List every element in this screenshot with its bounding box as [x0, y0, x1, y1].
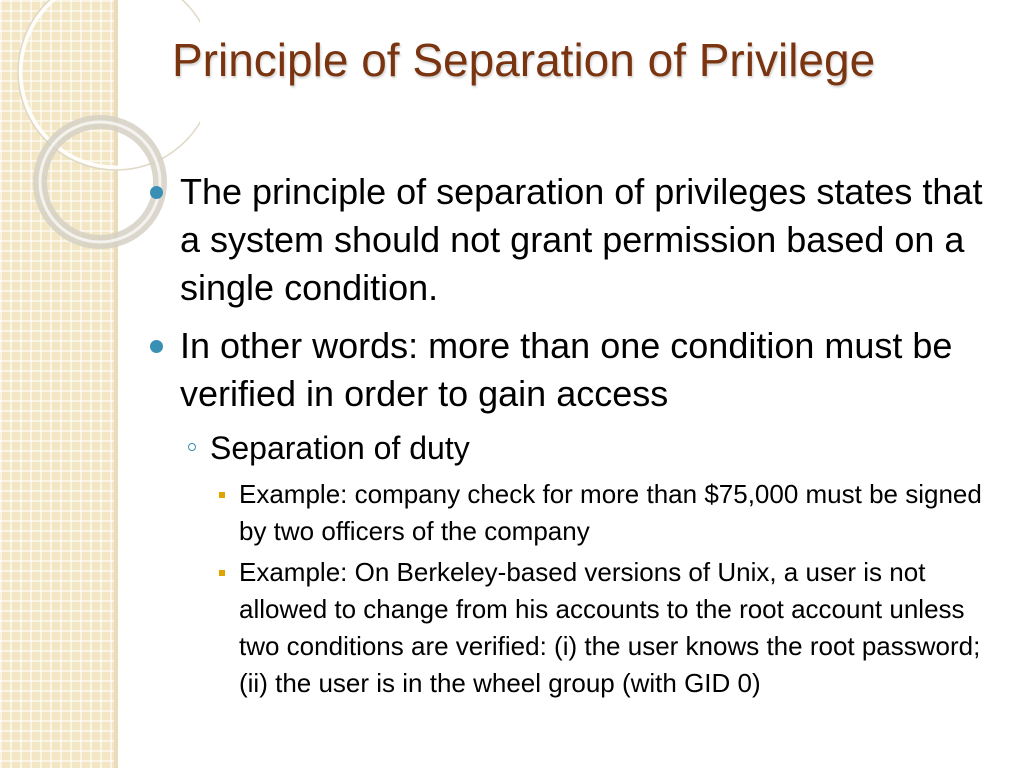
slide-title: Principle of Separation of Privilege — [172, 34, 876, 86]
hollow-circle-bullet-icon — [188, 443, 196, 451]
sub-bullet-text: Separation of duty — [210, 430, 470, 466]
example-text: Example: company check for more than $75,000 must be signed by two officers of the company — [239, 479, 982, 546]
example-item — [150, 554, 1000, 702]
square-bullet-icon — [219, 492, 225, 498]
example-text: Example: On Berkeley-based versions of Unix, a user is not allowed to change from his accounts to the root account unless two conditions are verified: (i) the user knows the root password; (ii) the user is in the wheel group (with GID 0) — [239, 557, 981, 698]
bullet-item — [150, 322, 1000, 418]
square-bullet-icon — [219, 570, 225, 576]
slide-body — [150, 168, 1000, 706]
sub-bullet-item — [150, 428, 1000, 468]
bullet-dot-icon — [150, 340, 163, 353]
decor-ring-small-highlight — [40, 122, 160, 242]
bullet-text: In other words: more than one condition must be verified in order to gain access — [180, 325, 953, 414]
bullet-item — [150, 168, 1000, 312]
bullet-dot-icon — [150, 186, 163, 199]
bullet-text: The principle of separation of privileges states that a system should not grant permission based on a single condition. — [180, 171, 983, 308]
example-item — [150, 476, 1000, 550]
